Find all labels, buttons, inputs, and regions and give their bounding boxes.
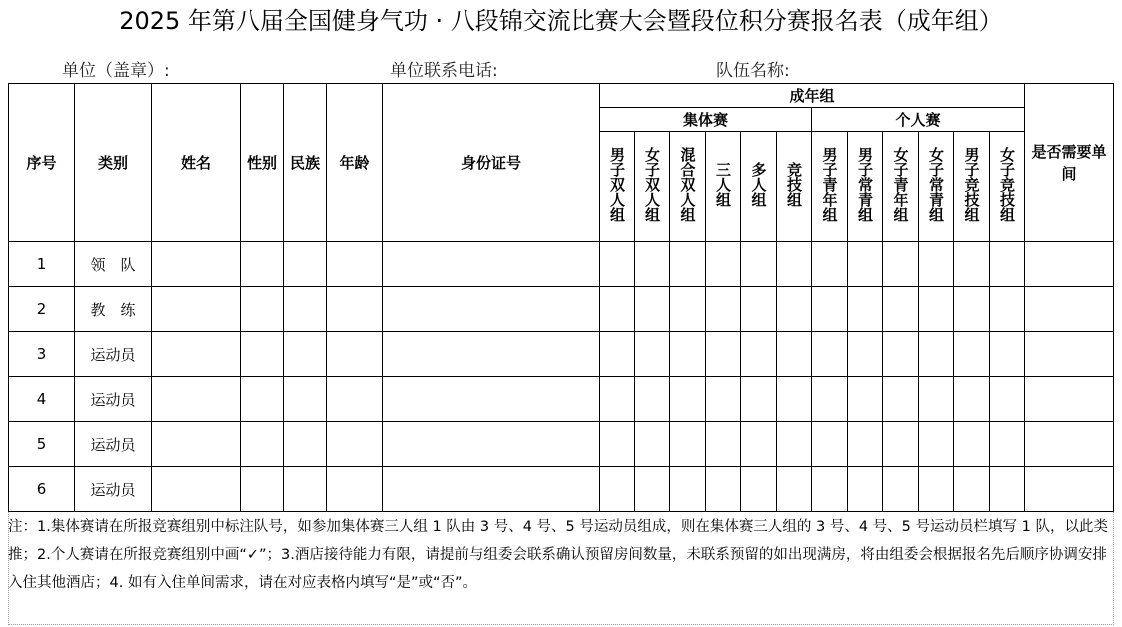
header-category: 类别	[75, 84, 152, 242]
entry-cell[interactable]	[848, 467, 883, 512]
entry-cell[interactable]	[670, 422, 706, 467]
table-row	[9, 377, 1114, 422]
entry-cell[interactable]	[848, 287, 883, 332]
entry-cell[interactable]	[635, 287, 670, 332]
header-single-room: 是否需要单间	[1025, 84, 1114, 242]
header-individual-col: 男子青年组	[812, 132, 848, 242]
entry-cell[interactable]	[635, 377, 670, 422]
entry-cell[interactable]	[883, 377, 919, 422]
entry-cell[interactable]	[600, 287, 635, 332]
entry-cell[interactable]	[990, 422, 1025, 467]
entry-cell[interactable]	[327, 377, 383, 422]
entry-cell[interactable]	[990, 332, 1025, 377]
entry-cell[interactable]	[635, 242, 670, 287]
entry-cell[interactable]	[241, 332, 284, 377]
entry-cell[interactable]	[284, 332, 327, 377]
row-seq: 3	[9, 332, 75, 377]
row-seq: 2	[9, 287, 75, 332]
entry-cell[interactable]	[777, 377, 812, 422]
entry-cell[interactable]	[1025, 467, 1114, 512]
entry-cell[interactable]	[635, 332, 670, 377]
header-individual-col: 女子竞技组	[990, 132, 1025, 242]
entry-cell[interactable]	[383, 377, 600, 422]
entry-cell[interactable]	[883, 467, 919, 512]
entry-cell[interactable]	[152, 422, 241, 467]
entry-cell[interactable]	[706, 467, 741, 512]
entry-cell[interactable]	[284, 287, 327, 332]
entry-cell[interactable]	[241, 377, 284, 422]
row-category: 运动员	[75, 422, 152, 467]
entry-cell[interactable]	[152, 242, 241, 287]
entry-cell[interactable]	[706, 332, 741, 377]
registration-table	[8, 83, 1114, 512]
header-name: 姓名	[152, 84, 241, 242]
header-group-col: 女子双人组	[635, 132, 670, 242]
entry-cell[interactable]	[327, 422, 383, 467]
header-ethnicity: 民族	[284, 84, 327, 242]
entry-cell[interactable]	[777, 287, 812, 332]
row-category: 运动员	[75, 467, 152, 512]
row-category: 领 队	[75, 242, 152, 287]
entry-cell[interactable]	[600, 467, 635, 512]
entry-cell[interactable]	[670, 377, 706, 422]
entry-cell[interactable]	[327, 287, 383, 332]
unit-phone-label: 单位联系电话:	[390, 61, 498, 81]
entry-cell[interactable]	[670, 287, 706, 332]
entry-cell[interactable]	[954, 467, 990, 512]
entry-cell[interactable]	[600, 422, 635, 467]
row-category: 运动员	[75, 377, 152, 422]
entry-cell[interactable]	[706, 377, 741, 422]
entry-cell[interactable]	[990, 467, 1025, 512]
table-row	[9, 332, 1114, 377]
entry-cell[interactable]	[383, 242, 600, 287]
entry-cell[interactable]	[954, 422, 990, 467]
entry-cell[interactable]	[919, 377, 954, 422]
entry-cell[interactable]	[777, 242, 812, 287]
header-group-col: 竞技组	[777, 132, 812, 242]
header-individual-col: 女子常青组	[919, 132, 954, 242]
entry-cell[interactable]	[241, 467, 284, 512]
entry-cell[interactable]	[812, 467, 848, 512]
row-seq: 6	[9, 467, 75, 512]
entry-cell[interactable]	[741, 377, 777, 422]
entry-cell[interactable]	[284, 242, 327, 287]
header-individual-col: 女子青年组	[883, 132, 919, 242]
table-row	[9, 287, 1114, 332]
entry-cell[interactable]	[635, 422, 670, 467]
entry-cell[interactable]	[152, 287, 241, 332]
entry-cell[interactable]	[812, 377, 848, 422]
header-group-col: 三人组	[706, 132, 741, 242]
header-gender: 性别	[241, 84, 284, 242]
entry-cell[interactable]	[848, 377, 883, 422]
header-age: 年龄	[327, 84, 383, 242]
entry-cell[interactable]	[670, 467, 706, 512]
header-individual-col: 男子竞技组	[954, 132, 990, 242]
entry-cell[interactable]	[919, 422, 954, 467]
header-seq: 序号	[9, 84, 75, 242]
table-row	[9, 422, 1114, 467]
entry-cell[interactable]	[954, 242, 990, 287]
entry-cell[interactable]	[241, 287, 284, 332]
entry-cell[interactable]	[635, 467, 670, 512]
entry-cell[interactable]	[284, 377, 327, 422]
entry-cell[interactable]	[812, 332, 848, 377]
row-seq: 1	[9, 242, 75, 287]
entry-cell[interactable]	[883, 242, 919, 287]
form-title: 2025 年第八届全国健身气功 · 八段锦交流比赛大会暨段位积分赛报名表（成年组）	[119, 7, 1003, 35]
entry-cell[interactable]	[706, 422, 741, 467]
entry-cell[interactable]	[284, 422, 327, 467]
row-seq: 5	[9, 422, 75, 467]
header-individual-col: 男子常青组	[848, 132, 883, 242]
entry-cell[interactable]	[152, 377, 241, 422]
entry-cell[interactable]	[812, 242, 848, 287]
entry-cell[interactable]	[706, 242, 741, 287]
header-group-col: 多人组	[741, 132, 777, 242]
entry-cell[interactable]	[919, 467, 954, 512]
entry-cell[interactable]	[327, 467, 383, 512]
entry-cell[interactable]	[1025, 377, 1114, 422]
row-category: 教 练	[75, 287, 152, 332]
header-group-col: 混合双人组	[670, 132, 706, 242]
entry-cell[interactable]	[327, 332, 383, 377]
entry-cell[interactable]	[919, 332, 954, 377]
entry-cell[interactable]	[954, 377, 990, 422]
entry-cell[interactable]	[812, 422, 848, 467]
entry-cell[interactable]	[777, 467, 812, 512]
entry-cell[interactable]	[848, 242, 883, 287]
header-adult-group: 成年组	[600, 84, 1025, 108]
header-group-events: 集体赛	[600, 108, 812, 132]
entry-cell[interactable]	[741, 287, 777, 332]
entry-cell[interactable]	[706, 287, 741, 332]
entry-cell[interactable]	[383, 332, 600, 377]
entry-cell[interactable]	[990, 242, 1025, 287]
entry-cell[interactable]	[670, 242, 706, 287]
entry-cell[interactable]	[777, 422, 812, 467]
entry-cell[interactable]	[990, 377, 1025, 422]
entry-cell[interactable]	[741, 467, 777, 512]
entry-cell[interactable]	[327, 242, 383, 287]
entry-cell[interactable]	[954, 287, 990, 332]
unit-stamp-label: 单位（盖章）:	[62, 61, 170, 81]
row-seq: 4	[9, 377, 75, 422]
row-category: 运动员	[75, 332, 152, 377]
entry-cell[interactable]	[812, 287, 848, 332]
entry-cell[interactable]	[600, 332, 635, 377]
entry-cell[interactable]	[883, 287, 919, 332]
entry-cell[interactable]	[883, 332, 919, 377]
entry-cell[interactable]	[919, 242, 954, 287]
entry-cell[interactable]	[883, 422, 919, 467]
entry-cell[interactable]	[241, 242, 284, 287]
entry-cell[interactable]	[241, 422, 284, 467]
entry-cell[interactable]	[670, 332, 706, 377]
form-note: 注：1.集体赛请在所报竞赛组别中标注队号，如参加集体赛三人组 1 队由 3 号、4 号、5 号运动员组成，则在集体赛三人组的 3 号、4 号、5 号运动员栏填写 1 队，以此类推；2.个人赛请在所报竞赛组别中画“✓”；3.酒店接待能力有限，请提前与组委会联系确认预留房间数量，未联系预留的如出现满房，将由组委会根据报名先后顺序协调安排入住其他酒店；4. 如有入住单间需求，请在对应表格内填写“是”或“否”。	[8, 519, 1108, 591]
entry-cell[interactable]	[741, 332, 777, 377]
entry-cell[interactable]	[600, 242, 635, 287]
entry-cell[interactable]	[600, 377, 635, 422]
entry-cell[interactable]	[777, 332, 812, 377]
header-group-col: 男子双人组	[600, 132, 635, 242]
header-individual-events: 个人赛	[812, 108, 1025, 132]
entry-cell[interactable]	[383, 467, 600, 512]
entry-cell[interactable]	[1025, 287, 1114, 332]
entry-cell[interactable]	[284, 467, 327, 512]
entry-cell[interactable]	[990, 287, 1025, 332]
entry-cell[interactable]	[383, 422, 600, 467]
entry-cell[interactable]	[848, 422, 883, 467]
entry-cell[interactable]	[383, 287, 600, 332]
entry-cell[interactable]	[152, 332, 241, 377]
entry-cell[interactable]	[1025, 242, 1114, 287]
header-id-number: 身份证号	[383, 84, 600, 242]
entry-cell[interactable]	[954, 332, 990, 377]
entry-cell[interactable]	[848, 332, 883, 377]
entry-cell[interactable]	[919, 287, 954, 332]
entry-cell[interactable]	[741, 242, 777, 287]
table-row	[9, 467, 1114, 512]
table-row	[9, 242, 1114, 287]
team-name-label: 队伍名称:	[716, 61, 790, 81]
entry-cell[interactable]	[152, 467, 241, 512]
entry-cell[interactable]	[1025, 422, 1114, 467]
entry-cell[interactable]	[1025, 332, 1114, 377]
entry-cell[interactable]	[741, 422, 777, 467]
